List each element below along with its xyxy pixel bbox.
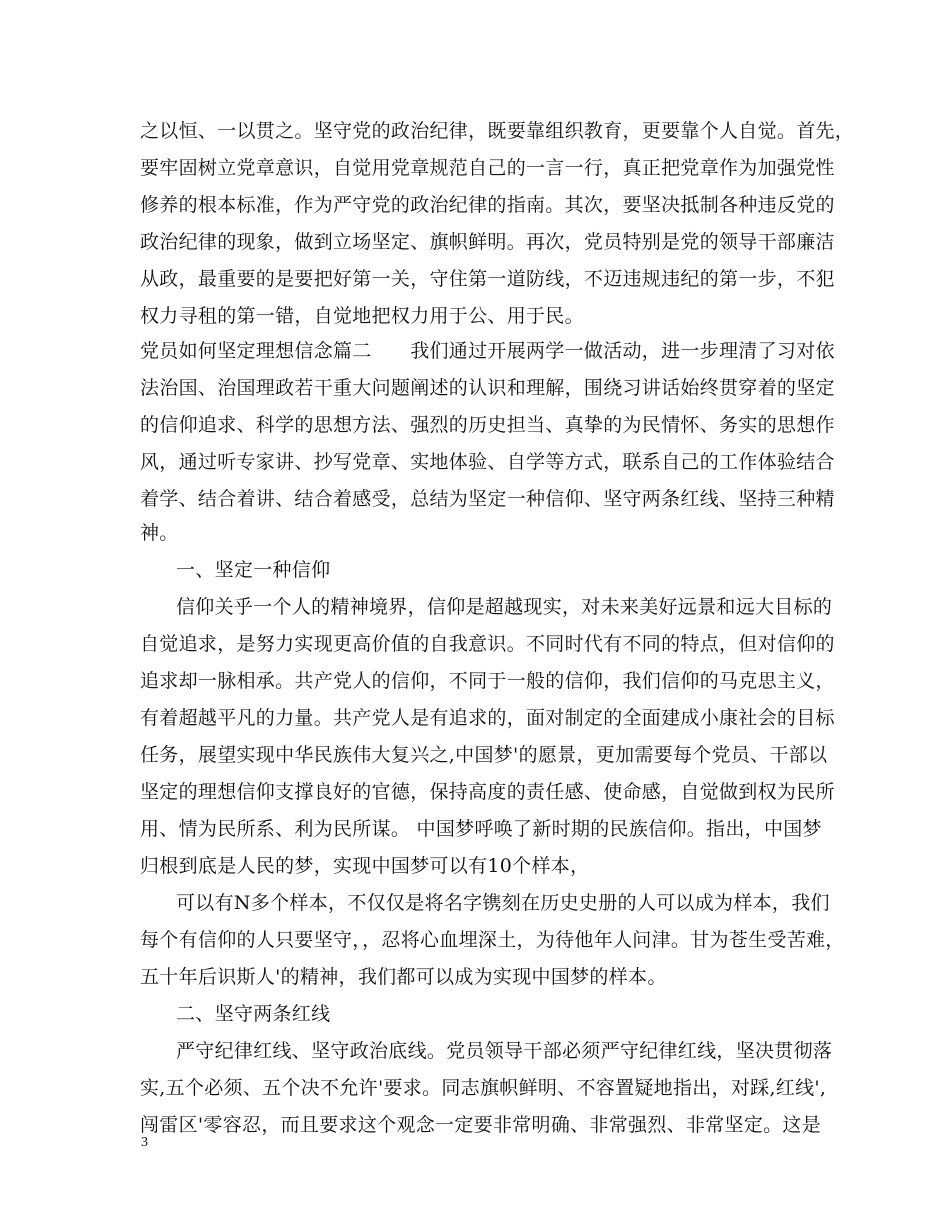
text-line: 神。 bbox=[140, 522, 179, 544]
paragraph-start: 信仰关乎一个人的精神境界，信仰是超越现实，对未来美好远景和远大目标的 bbox=[176, 596, 833, 618]
paragraph-start: 可以有N多个样本，不仅仅是将名字镌刻在历史史册的人可以成为样本，我们 bbox=[176, 892, 830, 914]
text-line: 的信仰追求、科学的思想方法、强烈的历史担当、真挚的为民情怀、务实的思想作 bbox=[140, 414, 835, 436]
text-line: 权力寻租的第一错，自觉地把权力用于公、用于民。 bbox=[140, 305, 584, 327]
section-heading: 二、坚守两条红线 bbox=[176, 1003, 331, 1025]
paragraph-start: 严守纪律红线、坚守政治底线。党员领导干部必须严守纪律红线，坚决贯彻落 bbox=[176, 1040, 833, 1062]
section-heading: 一、坚定一种信仰 bbox=[176, 559, 331, 581]
text-line: 从政，最重要的是要把好第一关，守住第一道防线，不迈违规违纪的第一步，不犯 bbox=[140, 268, 835, 290]
text-line: 追求却一脉相承。共产党人的信仰，不同于一般的信仰，我们信仰的马克思主义， bbox=[140, 670, 835, 692]
text-line: 风，通过听专家讲、抄写党章、实地体验、自学等方式，联系自己的工作体验结合 bbox=[140, 451, 835, 473]
text-line: 用、情为民所系、利为民所谋。 中国梦呼唤了新时期的民族信仰。指出，中国梦 bbox=[140, 818, 822, 840]
text-line: 每个有信仰的人只要坚守，，忍将心血埋深土，为待他年人问津。甘为苍生受苦难， bbox=[140, 929, 845, 951]
text-line: 修养的根本标准，作为严守党的政治纪律的指南。其次，要坚决抵制各种违反党的 bbox=[140, 194, 835, 216]
section-heading-line: 党员如何坚定理想信念篇二 我们通过开展两学一做活动，进一步理清了习对依 bbox=[140, 340, 835, 362]
text-line: 五十年后识斯人'的精神，我们都可以成为实现中国梦的样本。 bbox=[140, 966, 667, 988]
text-line: 实,五个必须、五个决不允许'要求。同志旗帜鲜明、不容置疑地指出，对踩,红线', bbox=[140, 1077, 827, 1099]
text-line: 坚定的理想信仰支撑良好的官德，保持高度的责任感、使命感，自觉做到权为民所 bbox=[140, 781, 835, 803]
text-line: 闯雷区'零容忍，而且要求这个观念一定要非常明确、非常强烈、非常坚定。这是 bbox=[140, 1114, 822, 1136]
text-line: 之以恒、一以贯之。坚守党的政治纪律，既要靠组织教育，更要靠个人自觉。首先， bbox=[140, 120, 855, 142]
text-line: 着学、结合着讲、结合着感受，总结为坚定一种信仰、坚守两条红线、坚持三种精 bbox=[140, 488, 835, 510]
text-line: 自觉追求，是努力实现更高价值的自我意识。不同时代有不同的特点，但对信仰的 bbox=[140, 633, 835, 655]
text-line: 要牢固树立党章意识，自觉用党章规范自己的一言一行，真正把党章作为加强党性 bbox=[140, 157, 835, 179]
text-line: 政治纪律的现象，做到立场坚定、旗帜鲜明。再次，党员特别是党的领导干部廉洁 bbox=[140, 231, 835, 253]
page-number: 3 bbox=[141, 1135, 148, 1150]
text-line: 有着超越平凡的力量。共产党人是有追求的，面对制定的全面建成小康社会的目标 bbox=[140, 707, 835, 729]
text-line: 归根到底是人民的梦，实现中国梦可以有10个样本， bbox=[140, 855, 590, 877]
text-line: 法治国、治国理政若干重大问题阐述的认识和理解，围绕习讲话始终贯穿着的坚定 bbox=[140, 377, 835, 399]
text-line: 任务，展望实现中华民族伟大复兴之,中国梦'的愿景，更加需要每个党员、干部以 bbox=[140, 744, 828, 766]
